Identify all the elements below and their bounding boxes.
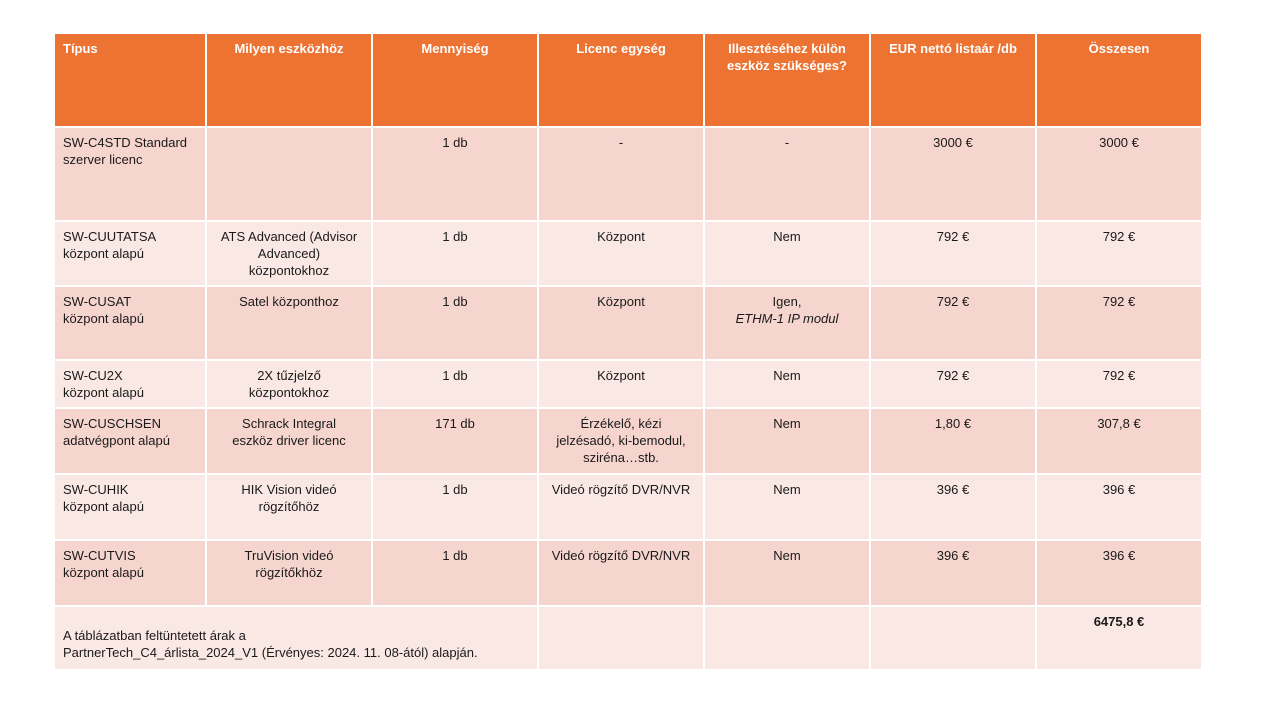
cell-type-line: központ alapú xyxy=(63,385,144,400)
header-total: Összesen xyxy=(1036,33,1202,127)
cell-quantity: 1 db xyxy=(372,474,538,540)
header-price: EUR nettó listaár /db xyxy=(870,33,1036,127)
cell-price: 792 € xyxy=(870,360,1036,408)
cell-type-line: központ alapú xyxy=(63,311,144,326)
cell-extra-line: Nem xyxy=(773,368,801,383)
cell-unit xyxy=(538,408,704,474)
cell-unit xyxy=(538,127,704,221)
cell-extra-line: Igen, xyxy=(772,294,802,309)
table-row xyxy=(54,127,1202,221)
cell-type-line: SW-CUUTATSA xyxy=(63,229,157,244)
cell-extra xyxy=(704,360,870,408)
footer-row xyxy=(54,606,1202,670)
cell-quantity: 1 db xyxy=(372,360,538,408)
cell-unit-line: Érzékelő, kézi xyxy=(580,416,662,431)
cell-price: 396 € xyxy=(870,474,1036,540)
cell-extra-line: - xyxy=(784,135,790,150)
footer-empty-cell xyxy=(538,606,704,670)
cell-extra xyxy=(704,540,870,606)
cell-unit-line: - xyxy=(618,135,624,150)
cell-type xyxy=(54,360,206,408)
cell-total: 792 € xyxy=(1036,360,1202,408)
cell-total: 3000 € xyxy=(1036,127,1202,221)
cell-unit xyxy=(538,286,704,360)
footer-note-line: A táblázatban feltüntetett árak a xyxy=(63,628,246,643)
cell-device-line: Satel központhoz xyxy=(239,294,339,309)
cell-unit-line: Videó rögzítő DVR/NVR xyxy=(551,548,691,563)
header-extra: Illesztéséhez külön eszköz szükséges? xyxy=(704,33,870,127)
footer-note xyxy=(54,606,538,670)
cell-type-line: központ alapú xyxy=(63,565,144,580)
table-row xyxy=(54,408,1202,474)
cell-type-line: SW-CUSAT xyxy=(63,294,132,309)
cell-price: 792 € xyxy=(870,286,1036,360)
table-row xyxy=(54,286,1202,360)
footer-empty-cell xyxy=(870,606,1036,670)
cell-unit-line: sziréna…stb. xyxy=(583,450,659,465)
cell-type xyxy=(54,127,206,221)
cell-quantity: 1 db xyxy=(372,221,538,286)
footer-note-line: PartnerTech_C4_árlista_2024_V1 (Érvényes: 2024. 11. 08-ától) alapján. xyxy=(63,645,478,660)
cell-total: 307,8 € xyxy=(1036,408,1202,474)
cell-unit xyxy=(538,221,704,286)
header-row xyxy=(54,33,1202,127)
cell-device-line: ATS Advanced (Advisor xyxy=(220,229,358,244)
cell-type-line: SW-CUHIK xyxy=(63,482,129,497)
table-row xyxy=(54,360,1202,408)
cell-unit-line: Központ xyxy=(597,368,645,383)
cell-unit xyxy=(538,360,704,408)
cell-unit-line: Videó rögzítő DVR/NVR xyxy=(551,482,691,497)
cell-quantity: 171 db xyxy=(372,408,538,474)
cell-extra xyxy=(704,474,870,540)
header-type: Típus xyxy=(54,33,206,127)
footer-empty-cell xyxy=(704,606,870,670)
cell-total: 396 € xyxy=(1036,540,1202,606)
cell-device xyxy=(206,127,372,221)
header-unit: Licenc egység xyxy=(538,33,704,127)
price-table xyxy=(53,32,1203,671)
cell-unit-line: Központ xyxy=(597,294,645,309)
cell-device xyxy=(206,360,372,408)
cell-unit xyxy=(538,474,704,540)
cell-type-line: SW-CUTVIS xyxy=(63,548,136,563)
cell-quantity: 1 db xyxy=(372,540,538,606)
cell-device-line: központokhoz xyxy=(248,263,330,278)
cell-device-line: Advanced) xyxy=(257,246,321,261)
cell-type xyxy=(54,408,206,474)
cell-device xyxy=(206,540,372,606)
cell-price: 792 € xyxy=(870,221,1036,286)
cell-extra xyxy=(704,221,870,286)
table-row xyxy=(54,540,1202,606)
cell-unit-line: Központ xyxy=(597,229,645,244)
cell-extra xyxy=(704,408,870,474)
cell-total: 792 € xyxy=(1036,221,1202,286)
header-quantity: Mennyiség xyxy=(372,33,538,127)
table-row xyxy=(54,474,1202,540)
cell-type xyxy=(54,221,206,286)
cell-device-line: Schrack Integral xyxy=(242,416,336,431)
cell-type-line: SW-C4STD Standard xyxy=(63,135,188,150)
cell-type xyxy=(54,474,206,540)
cell-extra xyxy=(704,286,870,360)
cell-device xyxy=(206,408,372,474)
cell-extra-line: Nem xyxy=(773,416,801,431)
cell-unit xyxy=(538,540,704,606)
cell-quantity: 1 db xyxy=(372,127,538,221)
cell-type-line: SW-CUSCHSEN xyxy=(63,416,161,431)
cell-price: 3000 € xyxy=(870,127,1036,221)
cell-device-line: eszköz driver licenc xyxy=(232,433,346,448)
grand-total: 6475,8 € xyxy=(1036,606,1202,670)
cell-total: 792 € xyxy=(1036,286,1202,360)
cell-extra-line: Nem xyxy=(773,548,801,563)
cell-extra xyxy=(704,127,870,221)
header-device: Milyen eszközhöz xyxy=(206,33,372,127)
cell-device xyxy=(206,221,372,286)
cell-type-line: szerver licenc xyxy=(63,152,143,167)
table-body xyxy=(54,127,1202,670)
cell-device-line: központokhoz xyxy=(248,385,330,400)
cell-type xyxy=(54,540,206,606)
cell-total: 396 € xyxy=(1036,474,1202,540)
cell-device-line: rögzítőhöz xyxy=(258,499,320,514)
cell-type-line: adatvégpont alapú xyxy=(63,433,170,448)
cell-device-line: HIK Vision videó xyxy=(241,482,337,497)
cell-type-line: központ alapú xyxy=(63,246,144,261)
cell-type-line: központ alapú xyxy=(63,499,144,514)
cell-type-line: SW-CU2X xyxy=(63,368,123,383)
cell-device-line: 2X tűzjelző xyxy=(257,368,321,383)
cell-price: 396 € xyxy=(870,540,1036,606)
cell-extra-line: ETHM-1 IP modul xyxy=(735,311,839,326)
cell-device-line: rögzítőkhöz xyxy=(255,565,323,580)
cell-device xyxy=(206,474,372,540)
cell-quantity: 1 db xyxy=(372,286,538,360)
cell-extra-line: Nem xyxy=(773,482,801,497)
cell-price: 1,80 € xyxy=(870,408,1036,474)
cell-unit-line: jelzésadó, ki-bemodul, xyxy=(556,433,686,448)
cell-type xyxy=(54,286,206,360)
cell-device-line: TruVision videó xyxy=(244,548,334,563)
table-row xyxy=(54,221,1202,286)
cell-device xyxy=(206,286,372,360)
cell-extra-line: Nem xyxy=(773,229,801,244)
